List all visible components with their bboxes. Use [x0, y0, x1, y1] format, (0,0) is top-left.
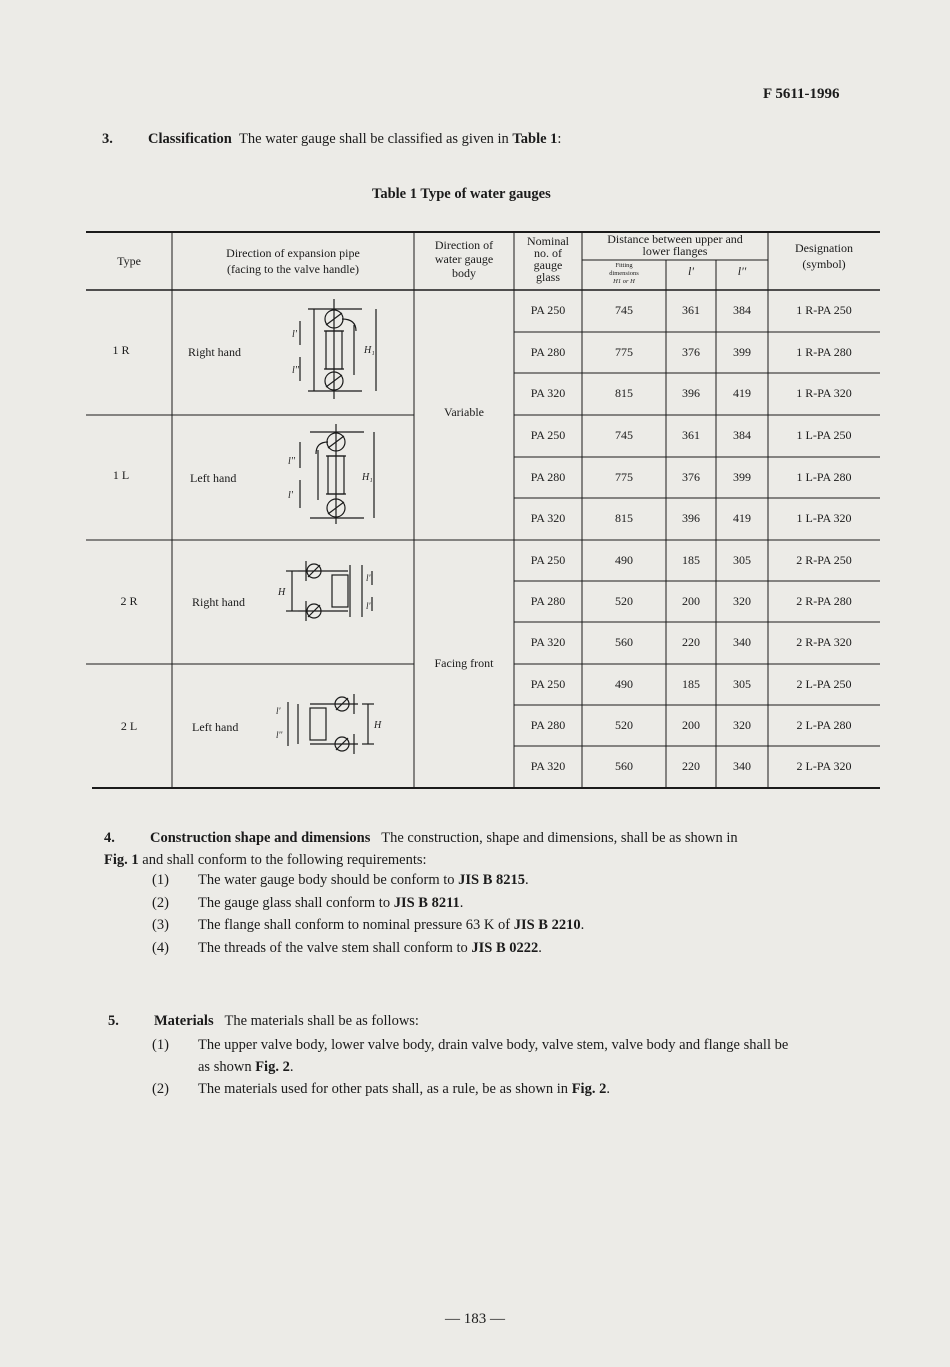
cell-fitting: 560: [615, 635, 633, 649]
svg-text:H: H: [278, 587, 286, 598]
body-direction-facing-front: Facing front: [434, 656, 494, 670]
section-4-item-text: The flange shall conform to nominal pressure 63 K of: [198, 917, 514, 933]
cell-l1: 361: [682, 303, 700, 317]
cell-l2: 340: [733, 759, 751, 773]
svg-text:l'': l'': [292, 365, 300, 376]
cell-designation: 2 L-PA 250: [796, 677, 852, 691]
svg-text:l'': l'': [288, 456, 296, 467]
cell-fitting: 520: [615, 718, 633, 732]
section-5-item-1-cont: [198, 1059, 293, 1076]
header-distance-1: Distance between upper and: [607, 232, 743, 246]
cell-designation: 2 R-PA 250: [796, 553, 852, 567]
cell-designation: 1 R-PA 320: [796, 386, 852, 400]
header-direction-body-1: Direction of: [434, 238, 494, 252]
sketch-2l-icon: [274, 686, 384, 761]
header-fitting-2: dimensions: [609, 270, 639, 277]
cell-l2: 384: [733, 428, 751, 442]
section-4-item-text: The threads of the valve stem shall conform to: [198, 940, 472, 956]
section-3-colon: :: [557, 131, 562, 147]
section-5-item-1-num: (1): [152, 1037, 169, 1053]
cell-l2: 419: [733, 511, 751, 525]
section-4-item-num: (2): [152, 895, 169, 911]
section-3-table-ref: Table 1: [512, 131, 558, 147]
section-5-number: 5.: [108, 1013, 119, 1029]
section-5-title: Materials: [154, 1013, 214, 1029]
cell-l2: 399: [733, 470, 751, 484]
body-direction-variable: Variable: [444, 405, 484, 419]
cell-fitting: 490: [615, 553, 633, 567]
section-4-text-1: The construction, shape and dimensions, shall be as shown in: [381, 830, 738, 846]
section-5-item-2-end: .: [606, 1081, 610, 1097]
cell-l2: 384: [733, 303, 751, 317]
group-direction-1l: Left hand: [190, 471, 237, 485]
cell-l1: 185: [682, 677, 700, 691]
cell-l1: 376: [682, 470, 700, 484]
cell-l1: 376: [682, 345, 700, 359]
section-5-text: The materials shall be as follows:: [224, 1013, 419, 1029]
cell-l1: 200: [682, 594, 700, 608]
section-5-item-1-line1: The upper valve body, lower valve body, drain valve body, valve stem, valve body and flange shall be: [198, 1037, 789, 1053]
section-4-item-num: (3): [152, 917, 169, 933]
group-type-2r: 2 R: [120, 594, 138, 608]
cell-nominal: PA 250: [530, 303, 566, 317]
water-gauge-table: [86, 231, 880, 789]
section-5-item-2-text: The materials used for other pats shall, as a rule, be as shown in: [198, 1081, 572, 1097]
svg-text:l'': l'': [276, 730, 283, 740]
svg-text:l': l': [292, 329, 297, 340]
cell-nominal: PA 280: [530, 470, 566, 484]
section-4-item-end: .: [580, 917, 585, 933]
header-nominal-1: Nominal: [527, 234, 569, 248]
header-nominal-3: gauge: [533, 258, 563, 272]
cell-nominal: PA 280: [530, 718, 566, 732]
section-5-item-2-ref: Fig. 2: [571, 1081, 607, 1097]
cell-l2: 305: [733, 553, 751, 567]
section-4-item-num: (1): [152, 872, 169, 888]
section-4-item: [152, 872, 529, 889]
header-type: Type: [117, 254, 141, 268]
header-direction-pipe-1: Direction of expansion pipe: [226, 246, 360, 260]
cell-l2: 320: [733, 594, 751, 608]
section-3-number: 3.: [102, 131, 113, 147]
section-4-item: [152, 917, 584, 934]
cell-fitting: 775: [615, 345, 633, 359]
cell-nominal: PA 320: [530, 386, 566, 400]
document-id: F 5611-1996: [763, 86, 840, 102]
sketch-1l-icon: [286, 422, 396, 527]
section-4-item-text: The water gauge body should be conform to: [198, 872, 459, 888]
section-5-item-1-ref: Fig. 2: [255, 1059, 290, 1075]
header-fitting-1: Fitting: [615, 262, 633, 269]
group-type-2l: 2 L: [120, 719, 138, 733]
table-caption: Table 1 Type of water gauges: [372, 186, 551, 202]
section-4-item-end: .: [459, 895, 464, 911]
header-l1: l': [688, 264, 694, 278]
group-direction-2r: Right hand: [192, 595, 245, 609]
sketch-2r-icon: [276, 551, 386, 626]
section-4-text-2: and shall conform to the following requirements:: [138, 851, 427, 868]
section-3-heading: [102, 131, 561, 148]
cell-fitting: 815: [615, 511, 633, 525]
svg-text:l': l': [366, 573, 371, 583]
cell-nominal: PA 250: [530, 553, 566, 567]
section-4-item-ref: JIS B 8215: [458, 872, 526, 888]
section-4-item-ref: JIS B 0222: [471, 940, 539, 956]
header-designation-1: Designation: [795, 241, 853, 255]
cell-designation: 2 L-PA 280: [796, 718, 852, 732]
cell-l2: 320: [733, 718, 751, 732]
cell-l2: 399: [733, 345, 751, 359]
section-4-item-ref: JIS B 2210: [513, 917, 581, 933]
section-5-heading: [108, 1011, 419, 1033]
cell-designation: 1 L-PA 280: [796, 470, 852, 484]
section-3-text: The water gauge shall be classified as given in: [239, 131, 513, 147]
header-distance-2: lower flanges: [642, 244, 708, 258]
section-5-item-2-num: (2): [152, 1081, 169, 1097]
cell-fitting: 745: [615, 303, 633, 317]
section-5-item-1: [152, 1037, 892, 1054]
cell-l1: 220: [682, 635, 700, 649]
section-4-item: [152, 940, 542, 957]
cell-l1: 200: [682, 718, 700, 732]
cell-designation: 1 L-PA 320: [796, 511, 852, 525]
section-4-paragraph: [104, 828, 864, 872]
cell-nominal: PA 280: [530, 594, 566, 608]
cell-fitting: 775: [615, 470, 633, 484]
cell-fitting: 560: [615, 759, 633, 773]
cell-nominal: PA 280: [530, 345, 566, 359]
cell-designation: 1 R-PA 250: [796, 303, 852, 317]
section-4-item-end: .: [525, 872, 529, 888]
header-nominal-4: glass: [536, 270, 560, 284]
section-4-fig-ref: Fig. 1: [104, 851, 139, 868]
svg-text:l': l': [288, 490, 293, 501]
cell-designation: 1 L-PA 250: [796, 428, 852, 442]
cell-nominal: PA 250: [530, 677, 566, 691]
section-4-item: [152, 895, 463, 912]
header-direction-body-2: water gauge: [434, 252, 494, 266]
cell-nominal: PA 320: [530, 635, 566, 649]
page-number: — 183 —: [445, 1311, 505, 1327]
svg-text:H: H: [374, 720, 382, 731]
section-4-number: 4.: [104, 830, 115, 846]
svg-text:H₁: H₁: [364, 345, 375, 356]
cell-l2: 419: [733, 386, 751, 400]
svg-text:H₁: H₁: [362, 472, 373, 483]
cell-l1: 220: [682, 759, 700, 773]
svg-text:l': l': [276, 706, 281, 716]
cell-designation: 1 R-PA 280: [796, 345, 852, 359]
header-fitting-3: H1 or H: [613, 278, 635, 285]
section-3-title: Classification: [148, 131, 232, 147]
cell-designation: 2 R-PA 320: [796, 635, 852, 649]
header-designation-2: (symbol): [802, 257, 846, 271]
cell-designation: 2 R-PA 280: [796, 594, 852, 608]
svg-text:l': l': [366, 601, 371, 611]
cell-nominal: PA 320: [530, 511, 566, 525]
group-type-1r: 1 R: [112, 343, 130, 357]
sketch-1r-icon: [286, 297, 396, 402]
section-5-item-1-end: .: [289, 1059, 294, 1075]
cell-fitting: 745: [615, 428, 633, 442]
cell-l1: 396: [682, 386, 700, 400]
header-direction-pipe-2: (facing to the valve handle): [227, 262, 359, 276]
section-4-item-text: The gauge glass shall conform to: [198, 895, 394, 911]
cell-l1: 396: [682, 511, 700, 525]
header-l2: l'': [737, 264, 747, 278]
cell-l2: 340: [733, 635, 751, 649]
cell-fitting: 815: [615, 386, 633, 400]
section-4-item-ref: JIS B 8211: [393, 895, 460, 911]
section-5-item-2: [152, 1081, 610, 1098]
cell-nominal: PA 250: [530, 428, 566, 442]
header-nominal-2: no. of: [534, 246, 562, 260]
cell-l2: 305: [733, 677, 751, 691]
cell-l1: 361: [682, 428, 700, 442]
group-direction-1r: Right hand: [188, 345, 241, 359]
section-4-item-end: .: [538, 940, 542, 956]
group-direction-2l: Left hand: [192, 720, 239, 734]
section-5-item-1-line2: as shown: [198, 1059, 256, 1075]
cell-fitting: 520: [615, 594, 633, 608]
group-type-1l: 1 L: [112, 468, 130, 482]
cell-designation: 2 L-PA 320: [796, 759, 852, 773]
cell-l1: 185: [682, 553, 700, 567]
section-4-title: Construction shape and dimensions: [150, 830, 371, 846]
cell-fitting: 490: [615, 677, 633, 691]
header-direction-body-3: body: [452, 266, 476, 280]
cell-nominal: PA 320: [530, 759, 566, 773]
section-4-item-num: (4): [152, 940, 169, 956]
